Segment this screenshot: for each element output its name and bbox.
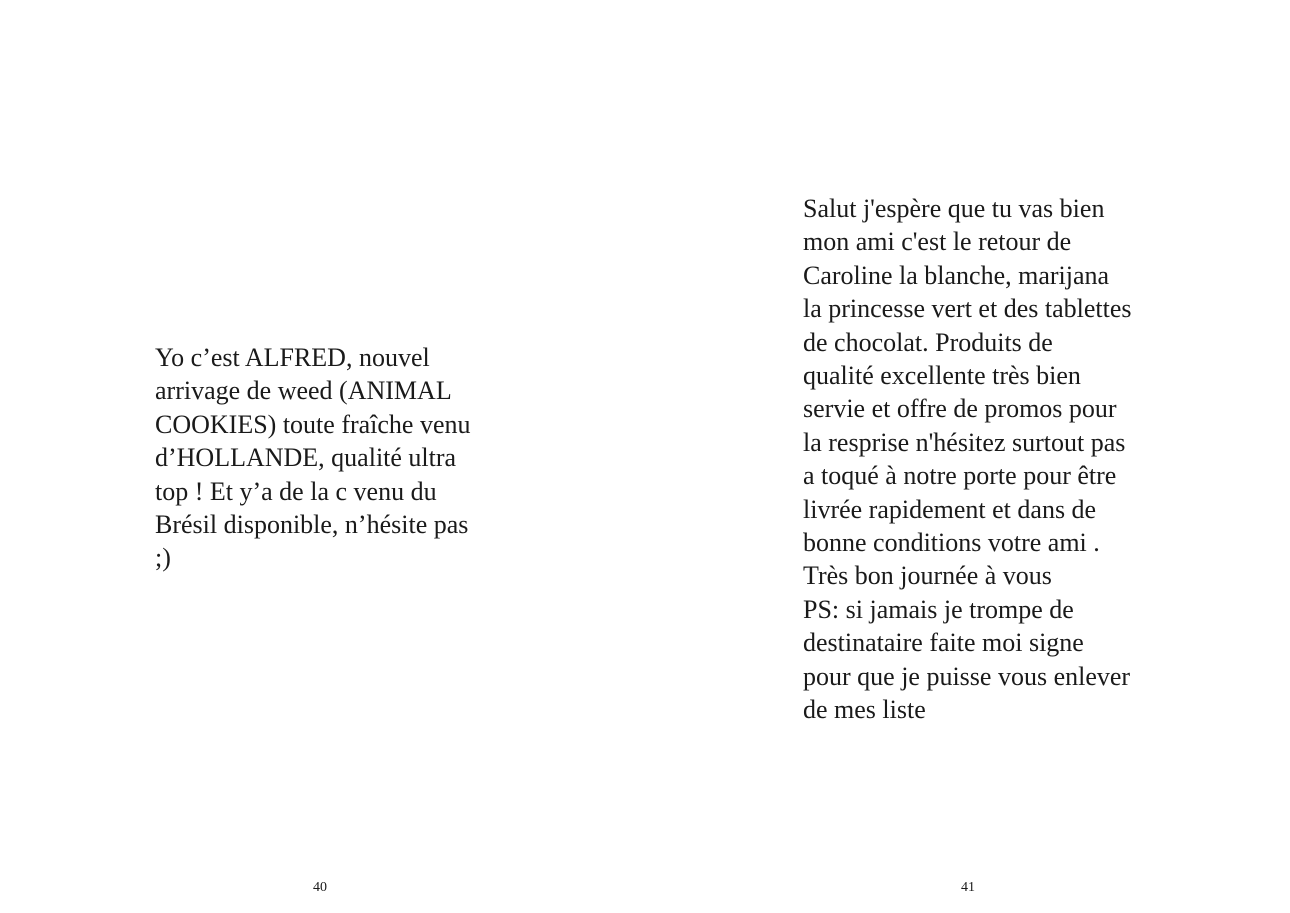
- text-line: pour que je puisse vous enlever: [803, 661, 1131, 691]
- text-line: a toqué à notre porte pour être: [803, 461, 1117, 491]
- text-line: bonne conditions votre ami .: [803, 528, 1100, 558]
- text-line: Yo c’est ALFRED, nouvel: [155, 343, 430, 372]
- page-number: 40: [313, 880, 327, 895]
- text-line: livrée rapidement et dans de: [803, 494, 1097, 524]
- text-line: la resprise n'hésitez surtout pas: [803, 427, 1126, 457]
- text-line: d’HOLLANDE, qualité ultra: [155, 443, 457, 473]
- text-line: top ! Et y’a de la c venu du: [155, 476, 437, 506]
- text-line: Très bon journée à vous: [803, 561, 1052, 591]
- text-line: qualité excellente très bien: [803, 361, 1081, 391]
- text-line: de mes liste: [803, 695, 926, 725]
- text-line: COOKIES) toute fraîche venu: [155, 409, 471, 439]
- text-line: arrivage de weed (ANIMAL: [155, 376, 452, 406]
- text-line: Brésil disponible, n’hésite pas: [155, 510, 469, 540]
- text-line: de chocolat. Produits de: [803, 327, 1053, 357]
- right-page-text: [803, 192, 1143, 727]
- right-page: [645, 0, 1290, 913]
- text-line: mon ami c'est le retour de: [803, 227, 1072, 257]
- text-line: servie et offre de promos pour: [803, 394, 1117, 424]
- text-line: Salut j'espère que tu vas bien: [803, 194, 1105, 223]
- text-line: PS: si jamais je trompe de: [803, 594, 1074, 624]
- text-line: Caroline la blanche, marijana: [803, 260, 1110, 290]
- text-line: destinataire faite moi signe: [803, 628, 1084, 658]
- page-number: 41: [961, 880, 975, 895]
- left-page-text: [155, 341, 495, 575]
- text-line: ;): [155, 543, 171, 573]
- text-line: la princesse vert et des tablettes: [803, 294, 1132, 324]
